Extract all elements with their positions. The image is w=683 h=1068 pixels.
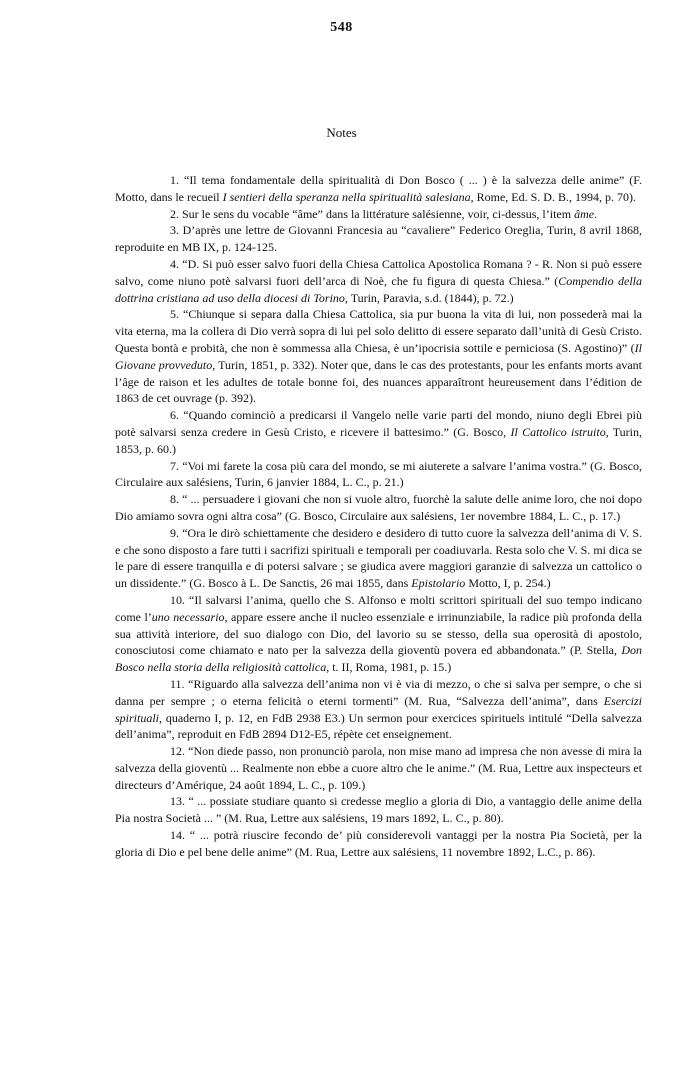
footnote-italic-title: uno necessario <box>151 609 225 624</box>
footnote-number: 10. <box>170 592 185 607</box>
footnote-text: , Turin, Paravia, s.d. (1844), p. 72.) <box>344 290 514 305</box>
footnote-text: , Turin, 1853, p. 60.) <box>115 424 643 456</box>
footnote-italic-title: I sentieri della speranza nella spiritualità salesiana <box>222 189 471 204</box>
footnote-11 <box>115 676 642 743</box>
footnote-italic-title: Il Cattolico istruito <box>510 424 606 439</box>
footnote-italic-title: Il Giovane provveduto <box>115 340 642 372</box>
footnote-number: 8. <box>170 492 179 507</box>
footnote-italic-title: Compendio della dottrina cristiana ad uso della diocesi di Torino <box>115 273 642 305</box>
footnote-text: “ ... persuadere i giovani che non si vuole altro, fuorchè la salute delle anime loro, che noi dopo Dio amiamo sovra ogni altra cosa” (G. Bosco, Circulaire aux salésiens, 1er novembre 1884, L. C., p. 17.) <box>115 492 642 523</box>
footnote-number: 3. <box>170 223 179 238</box>
footnote-5 <box>115 306 642 407</box>
footnote-text: “Quando cominciò a predicarsi il Vangelo nelle varie parti del mondo, niuno degli Ebrei più potè salvarsi senza credere in Gesù Cristo, e ricevere il battesimo.” (G. Bosco, <box>115 408 642 439</box>
footnote-number: 1. <box>170 173 179 187</box>
footnote-text: “Ora le dirò schiettamente che desidero e desidero di tutto cuore la salvezza dell’anima di V. S. e che sono disposto a fare tutti i sacrifizi spirituali e temporali per coadiuvarla. Resta solo che V. S. mi dica se le pare di essere tranquilla e di potersi salvare ; se giudica avere maggiori garanzie di salvezza un cattolico o un dissidente.” (G. Bosco à L. De Sanctis, 26 mai 1855, dans <box>115 525 642 591</box>
footnote-number: 12. <box>170 744 185 759</box>
footnote-9 <box>115 525 642 592</box>
footnote-12 <box>115 743 642 793</box>
footnote-number: 5. <box>170 307 179 322</box>
footnote-number: 13. <box>170 794 185 809</box>
footnote-italic-title: Don Bosco nella storia della religiosità cattolica <box>115 643 642 675</box>
footnote-text: “Il tema fondamentale della spiritualità di Don Bosco ( ... ) è la salvezza delle anime” (F. Motto, dans le recueil <box>115 173 642 204</box>
footnote-text: “Voi mi farete la cosa più cara del mondo, se mi aiuterete a salvare l’anima vostra.” (G. Bosco, Circulaire aux salésiens, Turin, 6 janvier 1884, L. C., p. 21.) <box>115 458 642 490</box>
footnote-number: 6. <box>170 408 179 423</box>
footnote-text: “Chiunque si separa dalla Chiesa Cattolica, sia pur buona la vita di lui, non possederà mai la vita eterna, ma la collera di Dio verrà sopra di lui pel solo delitto di essere separato dall’unità di Gesù Cristo. Questa bontà e probità, che non è sommessa alla Chiesa, è un’ipocrisia sottile e perniciosa (S. Agostino)” ( <box>115 307 642 355</box>
footnote-italic-title: Esercizi spirituali, <box>115 693 642 725</box>
footnote-10 <box>115 592 642 676</box>
footnote-text: “Il salvarsi l’anima, quello che S. Alfonso e molti scrittori spirituali del suo tempo indicano come l’ <box>115 592 642 624</box>
footnote-7 <box>115 458 642 492</box>
footnote-number: 7. <box>170 458 179 473</box>
footnote-number: 4. <box>170 256 179 271</box>
footnote-text: quaderno I, p. 12, en FdB 2938 E3.) Un sermon pour exercices spirituels intitulé “Della salvezza dell’anima”, reproduit en FdB 2894 D12-E5, répète cet enseignement. <box>115 710 642 742</box>
footnote-text: “D. Si può esser salvo fuori della Chiesa Cattolica Apostolica Romana ? - R. Non si può essere salvo, come niuno potè salvarsi fuori dell’arca di Noè, che fu figura di questa Chiesa.” ( <box>115 256 642 288</box>
footnote-number: 2. <box>170 206 179 221</box>
footnote-text: , Rome, Ed. S. D. B., 1994, p. 70). <box>470 189 636 204</box>
footnote-text: . <box>594 206 598 221</box>
footnote-text: “Riguardo alla salvezza dell’anima non vi è via di mezzo, o che si salva per sempre, o che si danna per sempre ; o eterna felicità o eterni tormenti” (M. Rua, “Salvezza dell’anima”, dans <box>115 676 642 708</box>
footnote-italic-title: âme <box>574 206 595 221</box>
footnote-4 <box>115 256 642 306</box>
footnote-6 <box>115 407 642 457</box>
footnote-3 <box>115 222 642 256</box>
footnote-number: 9. <box>170 525 179 540</box>
footnote-text: “ ... potrà riuscire fecondo de’ più considerevoli vantaggi per la nostra Pia Società, per la gloria di Dio e pel bene delle anime” (M. Rua, Lettre aux salésiens, 11 novembre 1892, L.C., p. 86). <box>115 828 642 859</box>
page-title: Notes <box>326 125 357 140</box>
footnote-text: , t. II, Roma, 1981, p. 15.) <box>326 660 452 675</box>
footnote-14 <box>115 827 642 861</box>
footnote-13 <box>115 793 642 827</box>
footnote-number: 14. <box>170 828 185 843</box>
footnote-text: Motto, I, p. 254.) <box>465 576 551 591</box>
footnote-text: , Turin, 1851, p. 332). Noter que, dans le cas des protestants, pour les enfants morts avant l’âge de raison et les adultes de totale bonne foi, des nuances apparaîtront heureusement dans l’édition de 1863 de cet ouvrage (p. 392). <box>115 357 642 406</box>
footnote-text: “ ... possiate studiare quanto si credesse meglio a gloria di Dio, a vantaggio delle anime della Pia nostra Società ... ” (M. Rua, Lettre aux salésiens, 19 mars 1892, L. C., p. 80). <box>115 794 642 826</box>
footnote-text: D’après une lettre de Giovanni Francesia au “cavaliere” Federico Oreglia, Turin, 8 avril 1868, reproduite en MB IX, p. 124-125. <box>115 223 642 255</box>
footnote-1 <box>115 172 642 206</box>
footnote-8 <box>115 491 642 525</box>
footnote-italic-title: Epistolario <box>411 576 466 591</box>
footnote-text: Sur le sens du vocable “âme” dans la littérature salésienne, voir, ci-dessus, l’item <box>179 206 575 221</box>
footnote-text: , appare essere anche il nucleo essenziale e irrinunziabile, la radice più profonda della sua attività interiore, del suo dialogo con Dio, del lavorio su se stesso, della sua operosità di apostolo, conosciutosi come chiamato e nato per la salvezza della gioventù povera ed abbandonata.” (P. Stella, <box>115 609 642 658</box>
page-number: 548 <box>330 20 353 35</box>
notes-list <box>115 172 642 861</box>
footnote-text: “Non diede passo, non pronunciò parola, non mise mano ad impresa che non avesse di mira la salvezza della gioventù ... Realmente non ebbe a cuore altro che le anime.” (M. Rua, Lettre aux inspecteurs et directeurs d’Amérique, 24 août 1894, L. C., p. 109.) <box>115 744 642 792</box>
footnote-2 <box>115 206 642 223</box>
footnote-number: 11. <box>170 676 185 691</box>
